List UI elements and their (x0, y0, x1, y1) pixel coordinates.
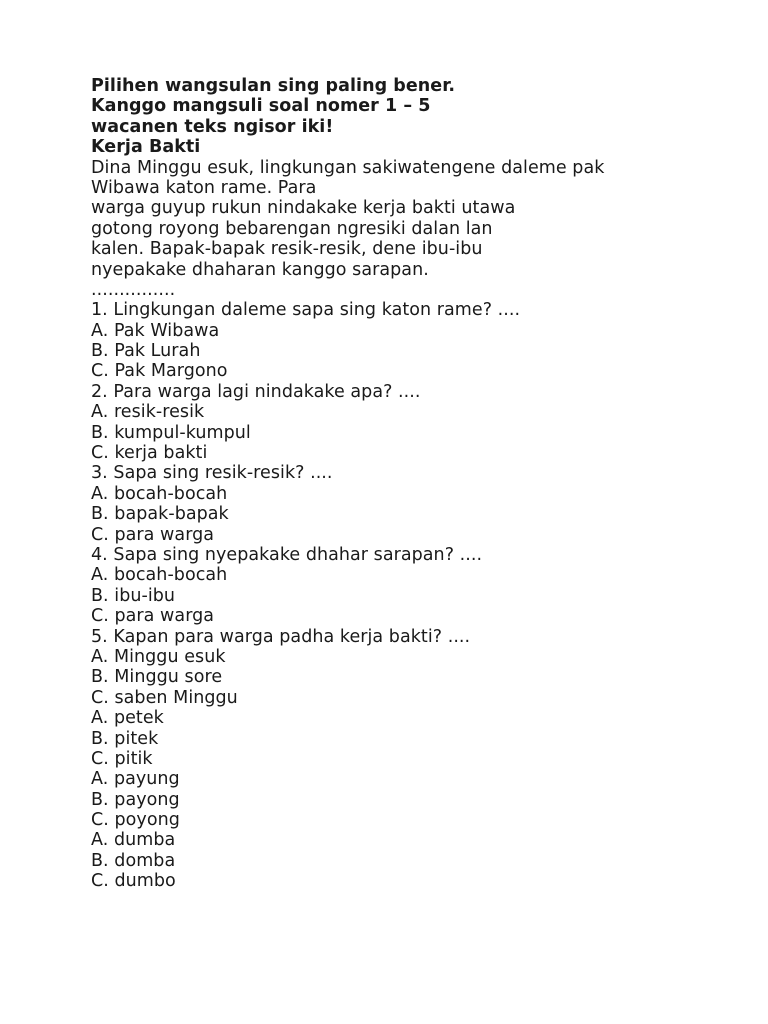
answer-option: B. bapak-bapak (91, 504, 229, 525)
answer-option: C. poyong (91, 810, 180, 831)
answer-option: B. domba (91, 850, 176, 871)
question-text: 5. Kapan para warga padha kerja bakti? .... (91, 626, 471, 647)
passage-line: Wibawa katon rame. Para (91, 177, 317, 198)
passage-line: Dina Minggu esuk, lingkungan sakiwatengene daleme pak (91, 157, 605, 178)
answer-option: C. saben Minggu (91, 687, 238, 708)
answer-option: A. Minggu esuk (91, 646, 226, 667)
document-page (91, 76, 731, 892)
question-text: 3. Sapa sing resik-resik? .... (91, 463, 333, 484)
instruction-line: wacanen teks ngisor iki! (91, 116, 334, 137)
answer-option: C. pitik (91, 748, 153, 769)
passage-line: warga guyup rukun nindakake kerja bakti utawa (91, 198, 516, 219)
answer-option: C. Pak Margono (91, 361, 228, 382)
passage-title: Kerja Bakti (91, 137, 201, 158)
answer-option: C. dumbo (91, 871, 176, 892)
answer-option: B. ibu-ibu (91, 585, 176, 606)
answer-option: A. petek (91, 708, 164, 729)
answer-option: A. dumba (91, 830, 176, 851)
instruction-line: Pilihen wangsulan sing paling bener. (91, 76, 456, 96)
answer-option: A. Pak Wibawa (91, 320, 220, 341)
answer-option: C. kerja bakti (91, 443, 208, 464)
answer-option: B. payong (91, 789, 180, 810)
answer-option: C. para warga (91, 524, 215, 545)
question-text: 1. Lingkungan daleme sapa sing katon rame? .... (91, 300, 521, 321)
passage-line: gotong royong bebarengan ngresiki dalan lan (91, 218, 493, 239)
instruction-line: Kanggo mangsuli soal nomer 1 – 5 (91, 96, 431, 117)
answer-option: A. resik-resik (91, 402, 205, 423)
answer-option: B. Minggu sore (91, 667, 223, 688)
answer-option: A. payung (91, 769, 180, 790)
answer-option: A. bocah-bocah (91, 483, 228, 504)
answer-option: A. bocah-bocah (91, 565, 228, 586)
answer-option: C. para warga (91, 606, 215, 627)
passage-line: kalen. Bapak-bapak resik-resik, dene ibu-ibu (91, 239, 483, 260)
question-text: 4. Sapa sing nyepakake dhahar sarapan? .... (91, 544, 483, 565)
answer-option: B. pitek (91, 728, 159, 749)
question-text: 2. Para warga lagi nindakake apa? .... (91, 381, 421, 402)
passage-line: nyepakake dhaharan kanggo sarapan. (91, 259, 429, 280)
answer-option: B. Pak Lurah (91, 341, 201, 362)
passage-ellipsis: ............... (91, 279, 176, 300)
answer-option: B. kumpul-kumpul (91, 422, 251, 443)
